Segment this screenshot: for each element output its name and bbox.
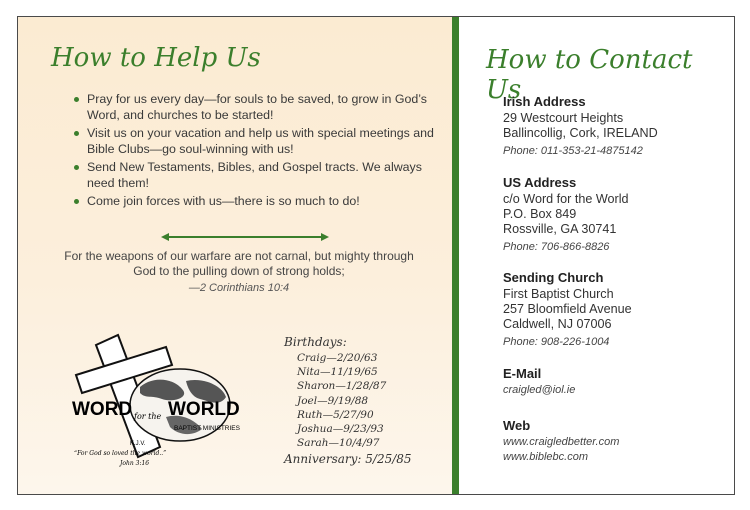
word-for-the-world-logo <box>62 327 252 477</box>
logo-world: WORLD <box>168 399 240 420</box>
logo-word: WORD <box>72 399 133 420</box>
us-phone: Phone: 706-866-8826 <box>503 241 610 253</box>
church-phone: Phone: 908-226-1004 <box>503 336 610 348</box>
website-link[interactable]: www.biblebc.com <box>503 451 588 463</box>
bullet-icon <box>74 131 79 136</box>
website-link[interactable]: www.craigledbetter.com <box>503 436 620 448</box>
green-divider <box>452 17 459 494</box>
logo-quote: “For God so loved the world..” <box>74 450 167 457</box>
birthday-item: Sarah—10/4/97 <box>297 437 380 450</box>
birthday-item: Sharon—1/28/87 <box>297 380 387 393</box>
web-section <box>503 418 619 465</box>
bullet-icon <box>74 97 79 102</box>
email-section <box>503 366 575 398</box>
help-item: Come join forces with us—there is so much to do! <box>74 194 434 210</box>
logo-for-the: for the <box>134 412 162 421</box>
sending-church-heading: Sending Church <box>503 270 604 285</box>
birthday-item: Joshua—9/23/93 <box>297 423 384 436</box>
help-title: How to Help Us <box>51 43 261 73</box>
irish-address-section <box>503 94 658 159</box>
irish-address-line: Ballincollig, Cork, IRELAND <box>503 126 658 140</box>
us-address-line: c/o Word for the World <box>503 192 629 206</box>
email-heading: E-Mail <box>503 366 542 381</box>
birthday-item: Craig—2/20/63 <box>297 352 378 364</box>
anniversary: Anniversary: 5/25/85 <box>284 452 412 467</box>
logo-subtitle: BAPTIST MINISTRIES <box>174 425 240 432</box>
logo-quote-ref: John 3:16 <box>120 460 150 467</box>
logo-kjv: K.J.V. <box>130 441 146 447</box>
web-heading: Web <box>503 418 531 433</box>
bullet-icon <box>74 199 79 204</box>
help-item: Visit us on your vacation and help us with special meetings and Bible Clubs—go soul-winning with us! <box>74 126 434 157</box>
birthday-item: Ruth—5/27/90 <box>297 408 374 421</box>
birthday-item: Nita—11/19/65 <box>297 366 378 379</box>
contact-title: How to Contact Us <box>486 45 693 105</box>
irish-address-line: 29 Westcourt Heights <box>503 111 624 125</box>
birthdays-list <box>284 335 412 466</box>
help-list <box>74 92 434 213</box>
birthdays-heading: Birthdays: <box>284 335 347 349</box>
church-address-line: Caldwell, NJ 07006 <box>503 317 612 331</box>
help-item: Send New Testaments, Bibles, and Gospel tracts. We always need them! <box>74 160 434 191</box>
double-arrow-divider-icon <box>161 233 329 241</box>
email-link[interactable]: craigled@iol.ie <box>503 384 576 396</box>
us-address-section <box>503 175 629 255</box>
scripture-verse: For the weapons of our warfare are not carnal, but mighty through God to the pulling down of strong holds; <box>64 249 414 278</box>
sending-church-section <box>503 270 632 350</box>
us-address-line: P.O. Box 849 <box>503 207 577 221</box>
us-address-heading: US Address <box>503 175 577 190</box>
prayer-card <box>17 16 735 495</box>
irish-address-heading: Irish Address <box>503 94 586 109</box>
help-item: Pray for us every day—for souls to be saved, to grow in God’s Word, and churches to be started! <box>74 92 434 123</box>
birthday-item: Joel—9/19/88 <box>297 394 369 407</box>
help-panel <box>18 17 452 494</box>
church-address-line: 257 Bloomfield Avenue <box>503 302 632 316</box>
church-address-line: First Baptist Church <box>503 287 614 301</box>
contact-panel <box>459 17 734 494</box>
bullet-icon <box>74 165 79 170</box>
scripture-reference: —2 Corinthians 10:4 <box>188 282 290 294</box>
us-address-line: Rossville, GA 30741 <box>503 222 617 236</box>
irish-phone: Phone: 011-353-21-4875142 <box>503 145 643 157</box>
